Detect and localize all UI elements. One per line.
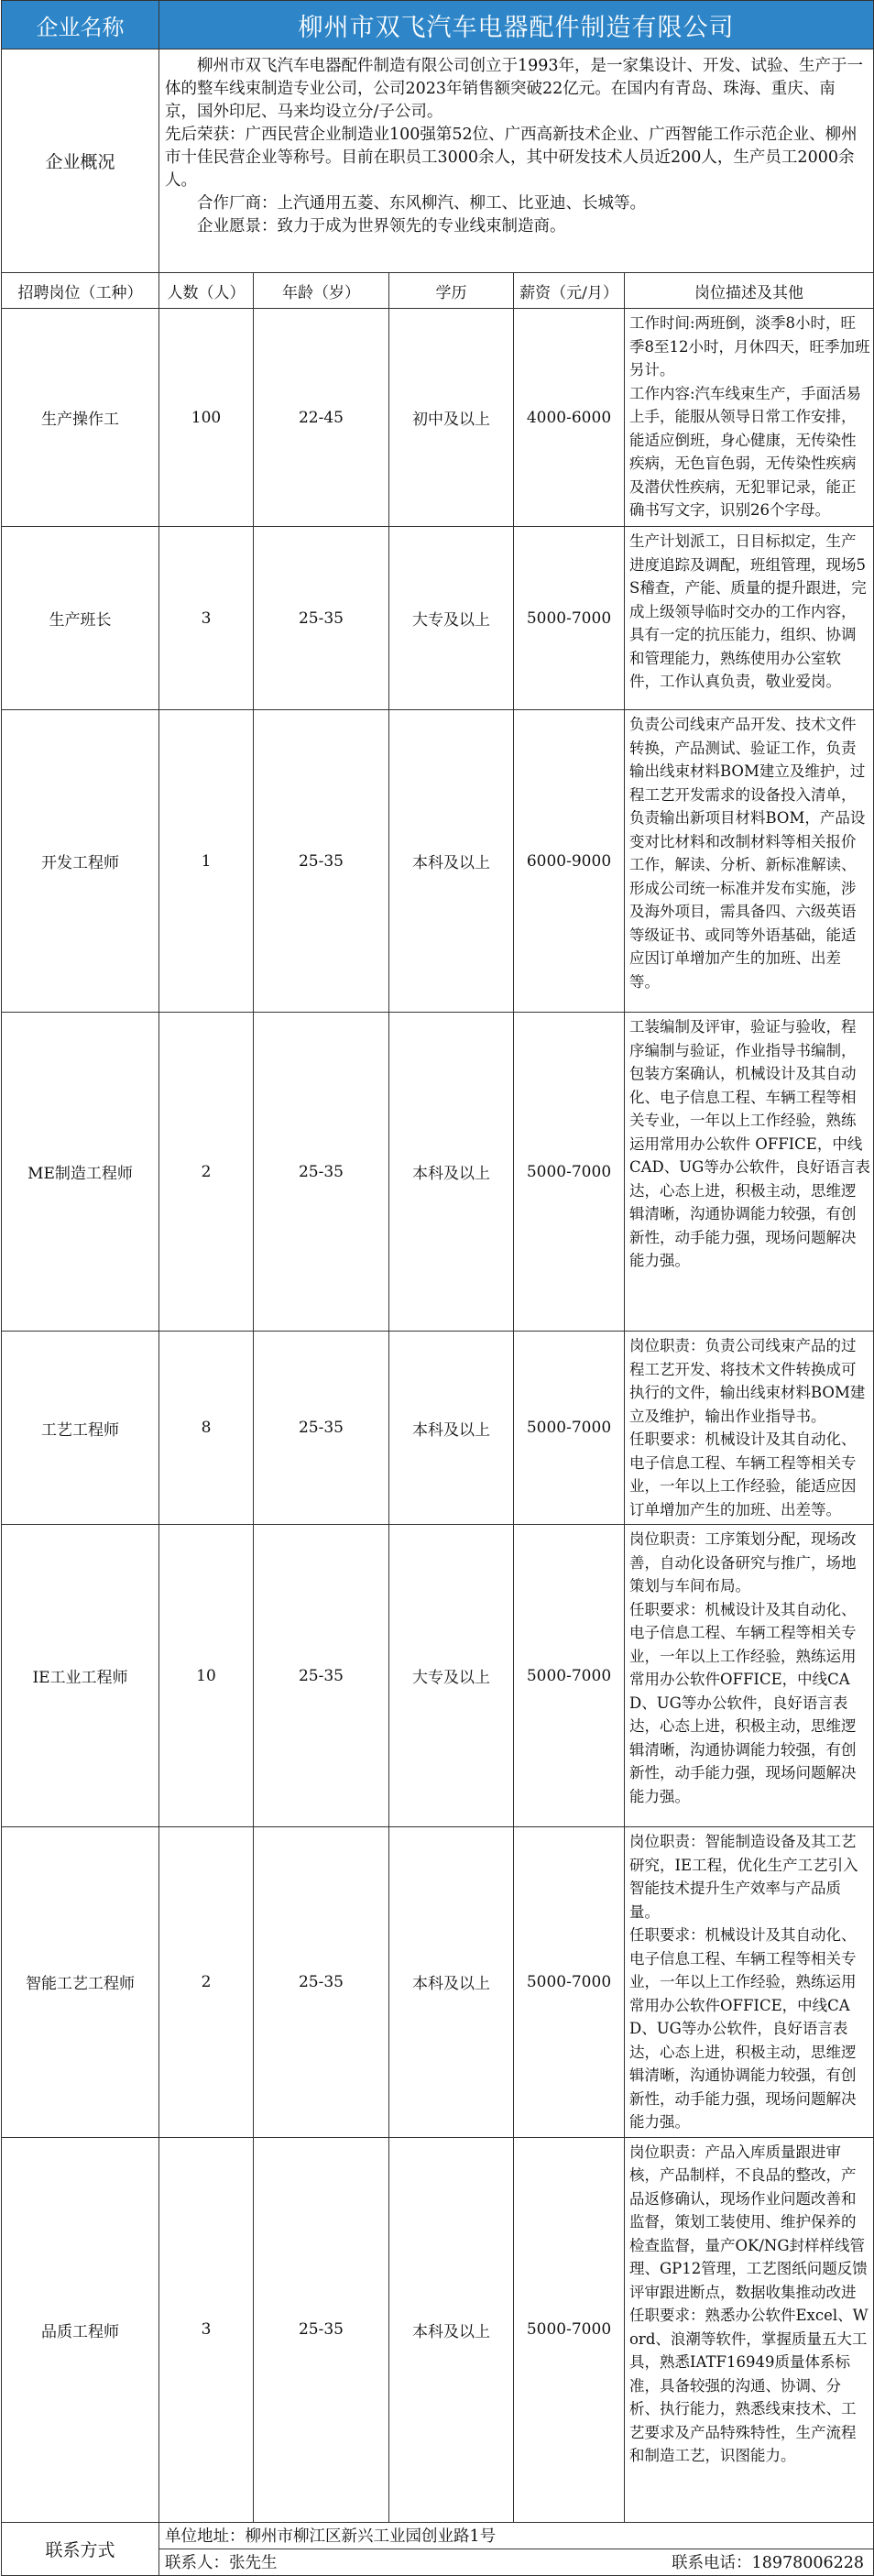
- job-title: 智能工艺工程师: [2, 1827, 159, 2138]
- overview-vision: 企业愿景：致力于成为世界领先的专业线束制造商。: [197, 217, 566, 236]
- overview-intro: 柳州市双飞汽车电器配件制造有限公司创立于1993年，是一家集设计、开发、试验、生产于一体的整车线束制造专业公司，公司2023年销售额突破22亿元。在国内有青岛、珠海、重庆、南京，国外印尼、马来均设立分/子公司。: [165, 57, 864, 121]
- job-count: 2: [159, 1013, 254, 1332]
- job-description: 岗位职责：工序策划分配，现场改善，自动化设备研究与推广，场地策划与车间布局。 任职要求：机械设计及其自动化、电子信息工程、车辆工程等相关专业，一年以上工作经验，熟练运用常用办公软件OFFICE，中线CAD、UG等办公软件，良好语言表达，心态上进，积极主动，思维逻辑清晰，沟通协调能力较强，有创新性，动手能力强，现场问题解决能力强。: [625, 1525, 874, 1827]
- job-education: 本科及以上: [389, 1827, 514, 2138]
- job-description: 岗位职责：智能制造设备及其工艺研究，IE工程，优化生产工艺引入智能技术提升生产效率与产品质量。 任职要求：机械设计及其自动化、电子信息工程、车辆工程等相关专业，一年以上工作经验，熟练运用常用办公软件OFFICE，中线CAD、UG等办公软件，良好语言表达，心态上进，积极主动，思维逻辑清晰，沟通协调能力较强，有创新性，动手能力强，现场问题解决能力强。: [625, 1827, 874, 2138]
- job-row: [2, 1332, 874, 1525]
- job-count: 8: [159, 1332, 254, 1525]
- job-age: 22-45: [254, 309, 389, 527]
- col-header-age: 年龄（岁）: [254, 273, 389, 309]
- job-description: 生产计划派工，日目标拟定，生产进度追踪及调配，班组管理，现场5S稽查，产能、质量的提升跟进，完成上级领导临时交办的工作内容，具有一定的抗压能力，组织、协调和管理能力，熟练使用办公室软件，工作认真负责，敬业爱岗。: [625, 527, 874, 710]
- job-age: 25-35: [254, 1827, 389, 2138]
- job-salary: 5000-7000: [514, 1525, 625, 1827]
- job-description: 工作时间:两班倒，淡季8小时，旺季8至12小时，月休四天，旺季加班另计。 工作内容:汽车线束生产，手面活易上手，能服从领导日常工作安排，能适应倒班，身心健康，无传染性疾病，无色盲色弱，无传染性疾病及潜伏性疾病，无犯罪记录，能正确书写文字，识别26个字母。: [625, 309, 874, 527]
- contact-person-cell: [159, 2549, 874, 2575]
- job-education: 本科及以上: [389, 710, 514, 1013]
- job-count: 10: [159, 1525, 254, 1827]
- job-age: 25-35: [254, 1013, 389, 1332]
- job-title: 生产班长: [2, 527, 159, 710]
- job-title: IE工业工程师: [2, 1525, 159, 1827]
- job-description: 负责公司线束产品开发、技术文件转换，产品测试、验证工作，负责输出线束材料BOM建立及维护，过程工艺开发需求的设备投入清单，负责输出新项目材料BOM，产品设变对比材料和改制材料等相关报价工作，解读、分析、新标准解读、形成公司统一标准并发布实施，涉及海外项目，需具备四、六级英语等级证书、或同等外语基础，能适应因订单增加产生的加班、出差等。: [625, 710, 874, 1013]
- col-header-education: 学历: [389, 273, 514, 309]
- job-salary: 5000-7000: [514, 1332, 625, 1525]
- job-description: 岗位职责：产品入库质量跟进审核，产品制样，不良品的整改，产品返修确认，现场作业问题改善和监督，策划工装使用、维护保养的检查监督，量产OK/NG封样样线管理、GP12管理，工艺图纸问题反馈评审跟进断点，数据收集推动改进任职要求：熟悉办公软件Excel、Word、浪潮等软件，掌握质量五大工具，熟悉IATF16949质量体系标准，具备较强的沟通、协调、分析、执行能力，熟悉线束技术、工艺要求及产品特殊特性，生产流程和制造工艺，识图能力。: [625, 2137, 874, 2522]
- recruitment-sheet: [1, 0, 873, 2576]
- col-header-description: 岗位描述及其他: [625, 273, 874, 309]
- column-header-row: [2, 273, 874, 309]
- job-salary: 5000-7000: [514, 2137, 625, 2522]
- job-row: [2, 710, 874, 1013]
- job-row: [2, 527, 874, 710]
- contact-row-address: [2, 2522, 874, 2549]
- contact-person: 联系人：张先生: [165, 2554, 278, 2572]
- job-salary: 4000-6000: [514, 309, 625, 527]
- job-count: 1: [159, 710, 254, 1013]
- job-age: 25-35: [254, 1525, 389, 1827]
- job-count: 100: [159, 309, 254, 527]
- job-count: 2: [159, 1827, 254, 2138]
- job-education: 大专及以上: [389, 1525, 514, 1827]
- job-title: 工艺工程师: [2, 1332, 159, 1525]
- job-count: 3: [159, 2137, 254, 2522]
- overview-label: 企业概况: [2, 49, 159, 273]
- job-title: 品质工程师: [2, 2137, 159, 2522]
- job-title: 开发工程师: [2, 710, 159, 1013]
- job-row: [2, 1525, 874, 1827]
- job-education: 大专及以上: [389, 527, 514, 710]
- job-age: 25-35: [254, 527, 389, 710]
- header-row: [2, 1, 874, 49]
- job-row: [2, 1013, 874, 1332]
- company-name-label: 企业名称: [2, 1, 159, 49]
- contact-phone: 联系电话：18978006228: [672, 2554, 865, 2572]
- job-salary: 5000-7000: [514, 1827, 625, 2138]
- job-description: 岗位职责：负责公司线束产品的过程工艺开发、将技术文件转换成可执行的文件，输出线束材料BOM建立及维护，输出作业指导书。 任职要求：机械设计及其自动化、电子信息工程、车辆工程等相关专业，一年以上工作经验，能适应因订单增加产生的加班、出差等。: [625, 1332, 874, 1525]
- recruitment-table: [1, 0, 874, 2576]
- contact-address: 单位地址：柳州市柳江区新兴工业园创业路1号: [159, 2522, 874, 2549]
- job-row: [2, 1827, 874, 2138]
- col-header-position: 招聘岗位（工种）: [2, 273, 159, 309]
- contact-label: 联系方式: [2, 2522, 159, 2575]
- company-name: 柳州市双飞汽车电器配件制造有限公司: [159, 1, 874, 49]
- job-row: [2, 2137, 874, 2522]
- overview-honors: 先后荣获：广西民营企业制造业100强第52位、广西高新技术企业、广西智能工作示范企业、柳州市十佳民营企业等称号。目前在职员工3000余人，其中研发技术人员近200人，生产员工2000余人。: [165, 126, 858, 190]
- job-age: 25-35: [254, 710, 389, 1013]
- job-education: 初中及以上: [389, 309, 514, 527]
- job-education: 本科及以上: [389, 2137, 514, 2522]
- job-title: 生产操作工: [2, 309, 159, 527]
- col-header-count: 人数（人）: [159, 273, 254, 309]
- job-salary: 5000-7000: [514, 527, 625, 710]
- overview-text: [159, 49, 874, 273]
- job-education: 本科及以上: [389, 1013, 514, 1332]
- overview-partners: 合作厂商：上汽通用五菱、东风柳汽、柳工、比亚迪、长城等。: [197, 194, 646, 213]
- job-title: ME制造工程师: [2, 1013, 159, 1332]
- job-description: 工装编制及评审，验证与验收，程序编制与验证，作业指导书编制，包装方案确认，机械设计及其自动化、电子信息工程、车辆工程等相关专业，一年以上工作经验，熟练运用常用办公软件 OFFICE，中线CAD、UG等办公软件，良好语言表达，心态上进，积极主动，思维逻辑清晰，沟通协调能力较强，有创新性，动手能力强，现场问题解决能力强。: [625, 1013, 874, 1332]
- overview-row: [2, 49, 874, 273]
- job-count: 3: [159, 527, 254, 710]
- job-age: 25-35: [254, 2137, 389, 2522]
- job-education: 本科及以上: [389, 1332, 514, 1525]
- col-header-salary: 薪资（元/月）: [514, 273, 625, 309]
- job-row: [2, 309, 874, 527]
- job-age: 25-35: [254, 1332, 389, 1525]
- job-salary: 5000-7000: [514, 1013, 625, 1332]
- job-salary: 6000-9000: [514, 710, 625, 1013]
